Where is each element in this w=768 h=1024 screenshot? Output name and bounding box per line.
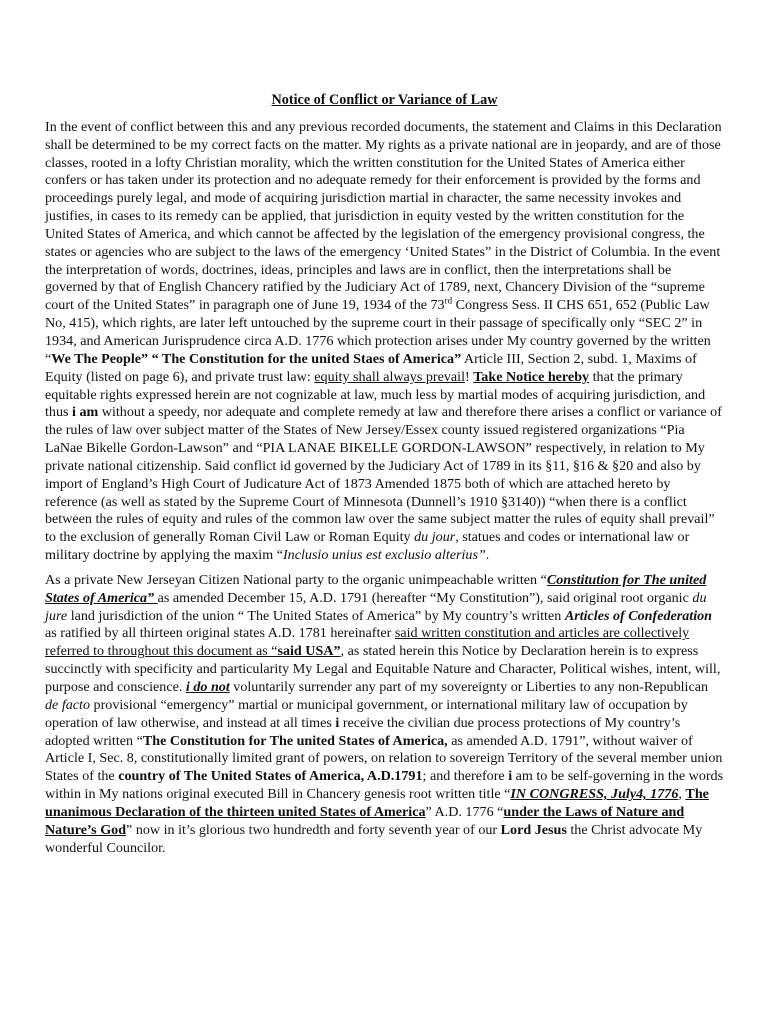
text-run: Congress Sess. II CHS 651, 652 (Public Law No, 415), which rights, are later left untouched by the supreme court in their passage of specifically only “SEC 2” in 1934, and American Jurisprudence circa A.D. 1776 which protection arises under My country governed by the written “ [45, 297, 711, 367]
text-run: that the primary equitable rights expressed herein are not cognizable at law, much less by martial modes of acquiring jurisdiction, and thus [45, 368, 706, 421]
text-run: said written constitution and articles are collectively referred to throughout this document as “ [45, 625, 690, 660]
text-run: As a private New Jerseyan Citizen National party to the organic unimpeachable written “ [45, 571, 547, 588]
text-run: , statues and codes or international law or military doctrine by applying the maxim “ [45, 529, 690, 564]
text-run: under the Laws of Nature and Nature’s God [45, 803, 685, 838]
text-run: ” now in it’s glorious two hundredth and forty seventh year of our [126, 821, 501, 838]
text-run: Article III, Section 2, subd. 1, Maxims of Equity (listed on page 6), and private trust law: [45, 350, 697, 385]
paragraph-citizen-national [45, 572, 724, 858]
text-run: . [485, 547, 490, 564]
text-run: rd [444, 295, 453, 306]
text-run: i am [72, 404, 99, 421]
text-run: ” A.D. 1776 “ [425, 803, 504, 820]
text-run: said USA” [277, 643, 341, 660]
text-run: without a speedy, nor adequate and complete remedy at law and therefore there arises a conflict or variance of the rules of law over subject matter of the States of New Jersey/Essex county issued registered organizations “Pia LaNae Bikelle Gordon-Lawson” and “PIA LANAE BIKELLE GORDON-LAWSON” respectively, in relation to My private national citizenship. Said conflict id governed by the Judiciary Act of 1789 in its §11, §16 & §20 and also by import of England’s High Court of Judicature Act of 1873 Amended 1875 both of which are attached hereto by reference (as well as stated by the Supreme Court of Minnesota (Dunnell’s 1910 §3140)) “when there is a conflict between the rules of equity and rules of the common law over the same subject matter the rules of equity shall prevail” to the exclusion of generally Roman Civil Law or Roman Equity [45, 404, 722, 546]
text-run: Inclusio unius est exclusio alterius” [282, 547, 486, 564]
text-run: voluntarily surrender any part of my sovereignty or Liberties to any non-Republican [229, 679, 709, 695]
text-run: country of The United States of America, A.D.1791 [118, 768, 423, 785]
text-run: land jurisdiction of the union “ The United States of America” by My country’s written [67, 607, 565, 624]
text-run: In the event of conflict between this and any previous recorded documents, the statement and Claims in this Declaration shall be determined to be my correct facts on the matter. My rights as a private national are in jeopardy, and are of those classes, rooted in a lofty Christian morality, which the written constitution for the United States of America either confers or has taken under its protection and no adequate remedy for their enforcement is provided by the forms and proceedings purely legal, and mode of acquiring jurisdiction martial in character, the same necessity invokes and justifies, in cases to its remedy can be applied, that jurisdiction in equity vested by the written constitution for the United States of America, and which cannot be affected by the legislation of the emergency provisional congress, the states or agencies who are subject to the laws of the emergency ‘United States” in the District of Columbia. In the event the interpretation of words, doctrines, ideas, principles and laws are in conflict, then the interpretations shall be governed by that of English Chancery ratified by the Judiciary Act of 1789, next, Chancery Division of the “supreme court of the United States” in paragraph one of June 19, 1934 of the 73 [45, 118, 722, 314]
text-run: IN CONGRESS, July4, 1776 [510, 786, 679, 803]
text-run: Take Notice hereby [473, 368, 590, 385]
text-run: , [678, 786, 686, 803]
text-run: Constitution for The united States of America” [45, 571, 707, 606]
text-run: , as stated herein this Notice by Declaration herein is to express succinctly with specificity and particularity My Legal and Equitable Nature and Character, Political wishes, intent, will, purpose and conscience. [45, 643, 721, 695]
text-run: equity shall always prevail [314, 368, 465, 385]
paragraph-conflict-of-law [45, 119, 724, 565]
text-run: as amended December 15, A.D. 1791 (hereafter “My Constitution”), said original root organic [157, 589, 693, 606]
text-run: We The People” “ The Constitution for the united Staes of America” [51, 350, 462, 367]
document-title: Notice of Conflict or Variance of Law [271, 92, 498, 108]
text-run: du jure [45, 589, 707, 624]
text-run: provisional “emergency” martial or municipal government, or international military law of occupation by operation of law otherwise, and instead at all times [45, 696, 688, 731]
text-run: i [335, 714, 340, 731]
text-run: The Constitution for The united States of America, [142, 732, 448, 749]
text-run: ; and therefore [422, 768, 509, 785]
text-run: am to be self-governing in the words within in My nations original executed Bill in Chancery genesis root written title “ [45, 768, 724, 803]
text-run: the Christ advocate My wonderful Councilor. [45, 821, 703, 856]
text-run: i [508, 768, 513, 785]
text-run: de facto [45, 696, 91, 713]
text-run: as ratified by all thirteen original states A.D. 1781 hereinafter [45, 625, 395, 642]
text-run: Lord Jesus [500, 821, 567, 838]
text-run: receive the civilian due process protections of My country’s adopted written “ [45, 714, 681, 749]
text-run: The unanimous Declaration of the thirteen united States of America [45, 786, 709, 820]
text-run: du jour [414, 529, 456, 546]
text-run: as amended A.D. 1791”, without waiver of Article I, Sec. 8, constitutionally limited grant of powers, on relation to sovereign Territory of the several member union States of the [45, 732, 723, 785]
text-run: i do not [185, 679, 230, 695]
text-run: ! [464, 368, 474, 385]
text-run: Articles of Confederation [564, 607, 713, 624]
